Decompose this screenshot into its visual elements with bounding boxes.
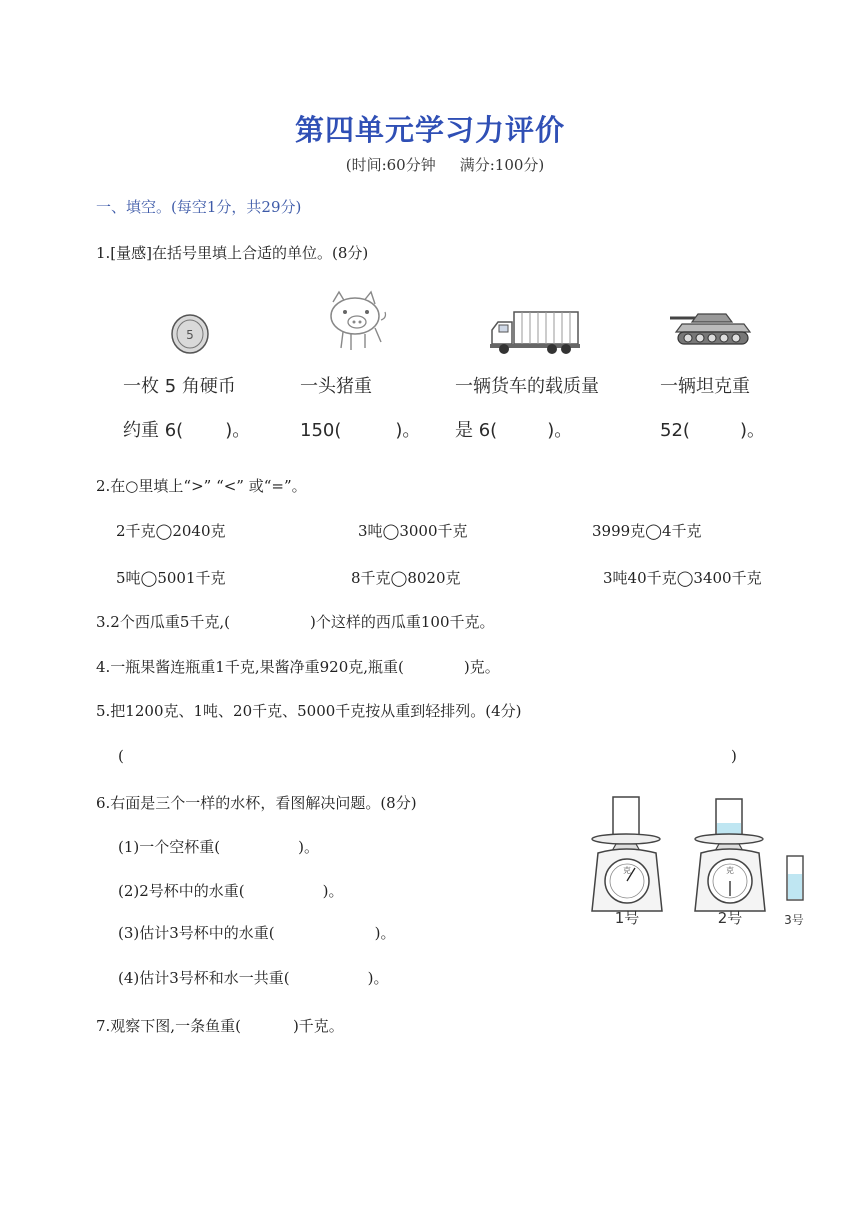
tank-icon (668, 306, 754, 348)
scale-face-label: 克 (726, 866, 734, 875)
pig-icon (323, 290, 389, 352)
question-6-part-3: (3)估计3号杯中的水重( )。 (118, 924, 396, 942)
scale-2-illustration (689, 795, 771, 931)
question-2-prompt: 2.在○里填上“>” “<” 或“=”。 (96, 477, 307, 495)
q1-item-truck-line1: 一辆货车的载质量 (455, 376, 599, 397)
truck-icon (488, 308, 582, 356)
coin-icon (170, 313, 210, 355)
q1-item-tank-line1: 一辆坦克重 (660, 376, 750, 397)
q1-item-coin-line2: 约重 6( )。 (123, 420, 251, 441)
svg-text:5: 5 (186, 328, 194, 342)
cup-label-3: 3号 (784, 913, 804, 927)
exam-time: (时间:60分钟 (345, 156, 436, 174)
scale-face-label: 克 (623, 866, 631, 875)
cup-label-1: 1号 (614, 909, 640, 927)
compare-item: 5吨◯5001千克 (116, 569, 226, 587)
exam-info (0, 154, 860, 175)
compare-item: 8千克◯8020克 (351, 569, 461, 587)
q1-item-pig-line2: 150( )。 (300, 420, 421, 441)
q1-item-coin-line1: 一枚 5 角硬币 (123, 376, 236, 397)
question-7: 7.观察下图,一条鱼重( )千克。 (96, 1017, 344, 1035)
q1-item-tank-line2: 52( )。 (660, 420, 765, 441)
q1-item-pig-line1: 一头猪重 (300, 376, 372, 397)
answer-close-paren: ) (731, 747, 737, 765)
question-6-part-2: (2)2号杯中的水重( )。 (118, 882, 344, 900)
compare-item: 3吨40千克◯3400千克 (603, 569, 762, 587)
question-6-prompt: 6.右面是三个一样的水杯，看图解决问题。(8分) (96, 794, 417, 812)
exam-score: 满分:100分) (459, 156, 545, 174)
compare-item: 3999克◯4千克 (592, 522, 702, 540)
question-6-part-4: (4)估计3号杯和水一共重( )。 (118, 969, 389, 987)
section-heading: 一、填空。(每空1分，共29分) (96, 198, 302, 216)
cup-label-2: 2号 (717, 909, 743, 927)
page-title: 第四单元学习力评价 (294, 113, 565, 147)
question-1-prompt: 1.[量感]在括号里填上合适的单位。(8分) (96, 244, 369, 262)
q1-item-truck-line2: 是 6( )。 (455, 420, 573, 441)
compare-item: 3吨◯3000千克 (358, 522, 468, 540)
question-3: 3.2个西瓜重5千克,( )个这样的西瓜重100千克。 (96, 613, 495, 631)
question-6-part-1: (1)一个空杯重( )。 (118, 838, 319, 856)
compare-item: 2千克◯2040克 (116, 522, 226, 540)
answer-blank[interactable] (132, 745, 722, 767)
question-5-prompt: 5.把1200克、1吨、20千克、5000千克按从重到轻排列。(4分) (96, 702, 522, 720)
answer-open-paren: ( (118, 747, 124, 765)
scale-1-illustration (586, 795, 668, 931)
cup-3-illustration (778, 852, 812, 932)
question-4: 4.一瓶果酱连瓶重1千克,果酱净重920克,瓶重( )克。 (96, 658, 500, 676)
